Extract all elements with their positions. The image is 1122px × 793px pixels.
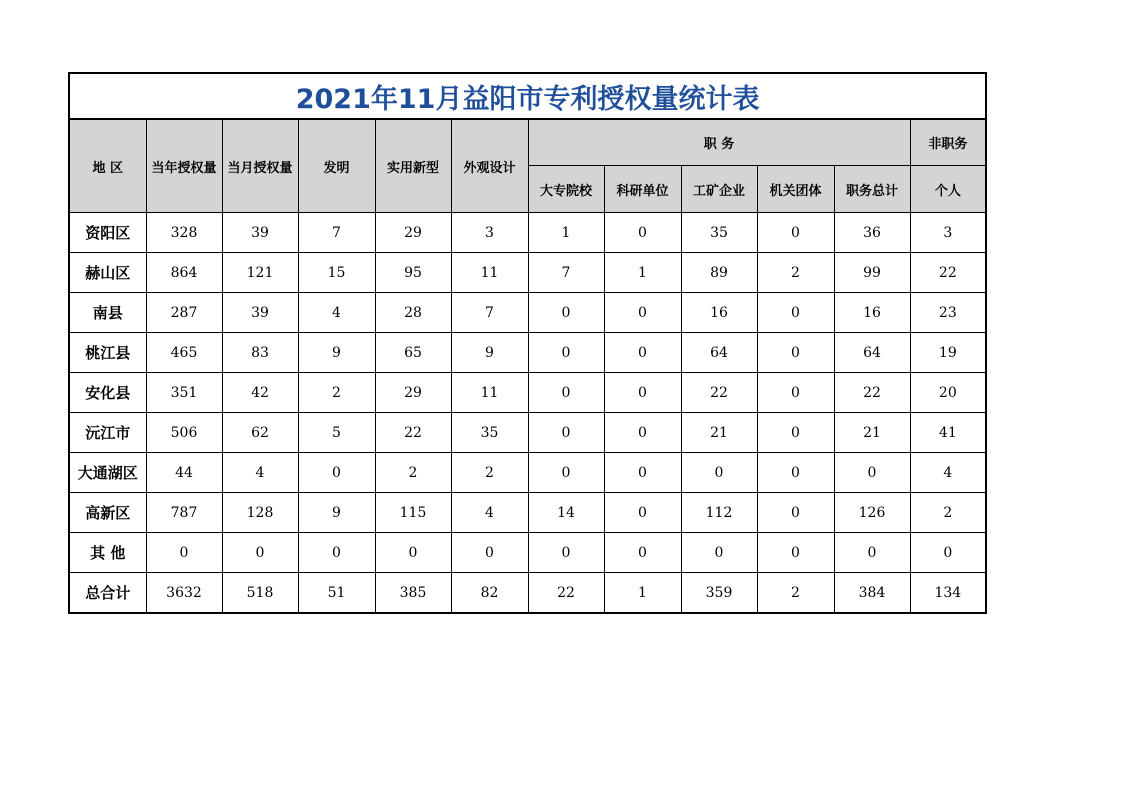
value-cell: 0: [451, 533, 528, 573]
value-cell: 3: [910, 213, 986, 253]
value-cell: 385: [375, 573, 451, 614]
value-cell: 99: [834, 253, 910, 293]
value-cell: 22: [375, 413, 451, 453]
value-cell: 36: [834, 213, 910, 253]
header-month-total: 当月授权量: [222, 119, 298, 213]
value-cell: 0: [910, 533, 986, 573]
table-row: [69, 493, 986, 533]
value-cell: 126: [834, 493, 910, 533]
value-cell: 83: [222, 333, 298, 373]
value-cell: 134: [910, 573, 986, 614]
value-cell: 0: [834, 533, 910, 573]
value-cell: 2: [757, 573, 834, 614]
value-cell: 9: [451, 333, 528, 373]
value-cell: 0: [298, 453, 375, 493]
value-cell: 29: [375, 373, 451, 413]
table-row: [69, 413, 986, 453]
value-cell: 0: [604, 213, 681, 253]
value-cell: 5: [298, 413, 375, 453]
header-service-total: 职务总计: [834, 166, 910, 213]
value-cell: 95: [375, 253, 451, 293]
value-cell: 0: [757, 333, 834, 373]
value-cell: 89: [681, 253, 757, 293]
value-cell: 22: [834, 373, 910, 413]
region-cell: 大通湖区: [69, 453, 146, 493]
value-cell: 19: [910, 333, 986, 373]
table-row: [69, 333, 986, 373]
value-cell: 22: [681, 373, 757, 413]
value-cell: 7: [298, 213, 375, 253]
region-cell: 安化县: [69, 373, 146, 413]
value-cell: 1: [604, 573, 681, 614]
value-cell: 787: [146, 493, 222, 533]
value-cell: 0: [604, 493, 681, 533]
value-cell: 518: [222, 573, 298, 614]
value-cell: 16: [681, 293, 757, 333]
value-cell: 39: [222, 293, 298, 333]
value-cell: 0: [757, 413, 834, 453]
value-cell: 1: [604, 253, 681, 293]
region-cell: 高新区: [69, 493, 146, 533]
value-cell: 351: [146, 373, 222, 413]
header-service-group: 职 务: [528, 119, 910, 166]
header-individual: 个人: [910, 166, 986, 213]
value-cell: 82: [451, 573, 528, 614]
table-row: [69, 253, 986, 293]
header-nonservice-group: 非职务: [910, 119, 986, 166]
value-cell: 21: [834, 413, 910, 453]
value-cell: 0: [757, 293, 834, 333]
value-cell: 4: [451, 493, 528, 533]
value-cell: 0: [757, 533, 834, 573]
region-cell: 赫山区: [69, 253, 146, 293]
value-cell: 29: [375, 213, 451, 253]
value-cell: 0: [681, 533, 757, 573]
value-cell: 0: [375, 533, 451, 573]
value-cell: 864: [146, 253, 222, 293]
value-cell: 506: [146, 413, 222, 453]
value-cell: 0: [604, 533, 681, 573]
value-cell: 22: [528, 573, 604, 614]
region-cell: 沅江市: [69, 413, 146, 453]
value-cell: 0: [528, 293, 604, 333]
region-cell: 其 他: [69, 533, 146, 573]
value-cell: 328: [146, 213, 222, 253]
value-cell: 16: [834, 293, 910, 333]
value-cell: 4: [298, 293, 375, 333]
value-cell: 28: [375, 293, 451, 333]
value-cell: 128: [222, 493, 298, 533]
value-cell: 0: [528, 333, 604, 373]
value-cell: 384: [834, 573, 910, 614]
value-cell: 21: [681, 413, 757, 453]
value-cell: 39: [222, 213, 298, 253]
value-cell: 0: [757, 453, 834, 493]
value-cell: 11: [451, 373, 528, 413]
value-cell: 0: [604, 373, 681, 413]
header-agency: 机关团体: [757, 166, 834, 213]
value-cell: 0: [528, 533, 604, 573]
region-cell: 总合计: [69, 573, 146, 614]
value-cell: 2: [451, 453, 528, 493]
value-cell: 0: [528, 373, 604, 413]
value-cell: 7: [451, 293, 528, 333]
value-cell: 4: [910, 453, 986, 493]
header-invention: 发明: [298, 119, 375, 213]
value-cell: 2: [375, 453, 451, 493]
value-cell: 3632: [146, 573, 222, 614]
value-cell: 0: [757, 373, 834, 413]
value-cell: 0: [222, 533, 298, 573]
value-cell: 0: [604, 413, 681, 453]
table-row: [69, 213, 986, 253]
header-region: 地 区: [69, 119, 146, 213]
value-cell: 64: [834, 333, 910, 373]
value-cell: 23: [910, 293, 986, 333]
value-cell: 14: [528, 493, 604, 533]
value-cell: 64: [681, 333, 757, 373]
value-cell: 35: [451, 413, 528, 453]
value-cell: 2: [910, 493, 986, 533]
value-cell: 465: [146, 333, 222, 373]
value-cell: 0: [604, 453, 681, 493]
value-cell: 0: [528, 413, 604, 453]
value-cell: 9: [298, 493, 375, 533]
value-cell: 121: [222, 253, 298, 293]
value-cell: 1: [528, 213, 604, 253]
value-cell: 7: [528, 253, 604, 293]
header-industry: 工矿企业: [681, 166, 757, 213]
value-cell: 2: [298, 373, 375, 413]
value-cell: 0: [298, 533, 375, 573]
header-research: 科研单位: [604, 166, 681, 213]
value-cell: 35: [681, 213, 757, 253]
table-row: [69, 453, 986, 493]
region-cell: 南县: [69, 293, 146, 333]
value-cell: 41: [910, 413, 986, 453]
value-cell: 65: [375, 333, 451, 373]
header-utility: 实用新型: [375, 119, 451, 213]
value-cell: 11: [451, 253, 528, 293]
header-design: 外观设计: [451, 119, 528, 213]
header-year-total: 当年授权量: [146, 119, 222, 213]
value-cell: 0: [604, 333, 681, 373]
value-cell: 112: [681, 493, 757, 533]
value-cell: 62: [222, 413, 298, 453]
value-cell: 42: [222, 373, 298, 413]
region-cell: 资阳区: [69, 213, 146, 253]
table-row: [69, 573, 986, 614]
page-title: 2021年11月益阳市专利授权量统计表: [69, 73, 986, 119]
value-cell: 0: [757, 493, 834, 533]
value-cell: 0: [146, 533, 222, 573]
value-cell: 359: [681, 573, 757, 614]
value-cell: 0: [528, 453, 604, 493]
value-cell: 0: [681, 453, 757, 493]
value-cell: 15: [298, 253, 375, 293]
patent-statistics-table: [68, 72, 987, 614]
table-row: [69, 293, 986, 333]
value-cell: 51: [298, 573, 375, 614]
value-cell: 9: [298, 333, 375, 373]
value-cell: 115: [375, 493, 451, 533]
table-row: [69, 373, 986, 413]
value-cell: 0: [834, 453, 910, 493]
header-college: 大专院校: [528, 166, 604, 213]
value-cell: 287: [146, 293, 222, 333]
value-cell: 3: [451, 213, 528, 253]
value-cell: 44: [146, 453, 222, 493]
value-cell: 2: [757, 253, 834, 293]
value-cell: 4: [222, 453, 298, 493]
value-cell: 22: [910, 253, 986, 293]
region-cell: 桃江县: [69, 333, 146, 373]
value-cell: 0: [604, 293, 681, 333]
value-cell: 0: [757, 213, 834, 253]
value-cell: 20: [910, 373, 986, 413]
table-row: [69, 533, 986, 573]
table-body: [69, 213, 986, 614]
